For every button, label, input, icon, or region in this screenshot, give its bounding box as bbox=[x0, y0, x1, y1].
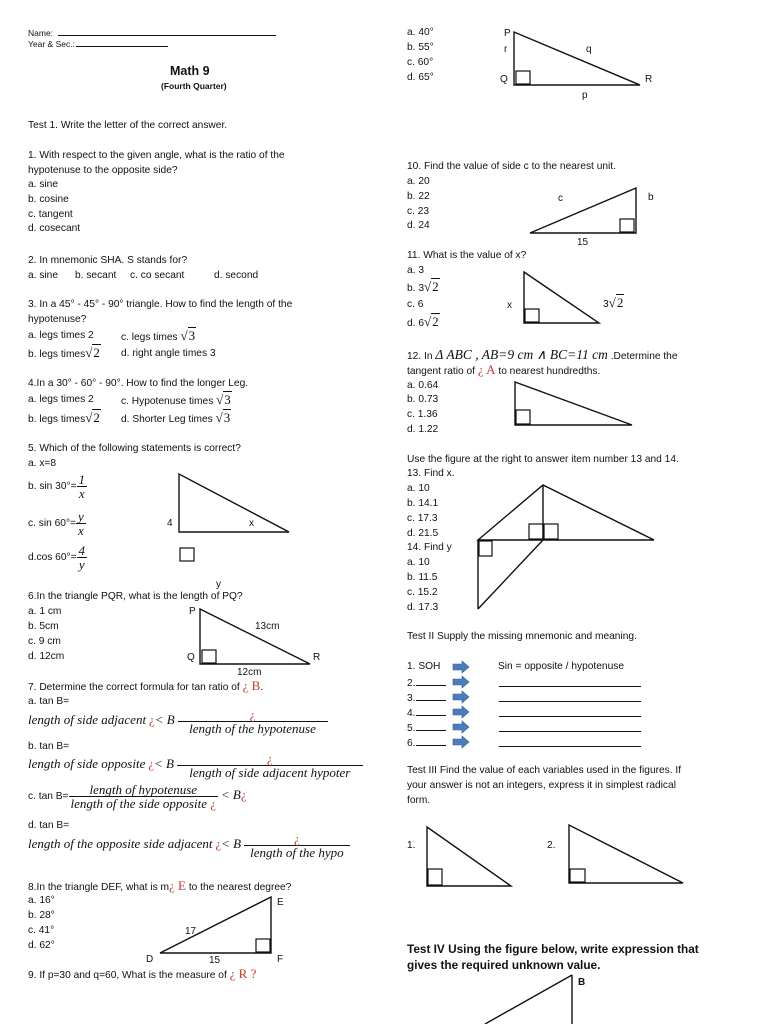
q6-label-P: P bbox=[189, 606, 196, 617]
q9-label-q: q bbox=[586, 44, 592, 55]
mnemonic-example-meaning: Sin = opposite / hypotenuse bbox=[498, 661, 625, 672]
q12-choice-c: c. 1.36 bbox=[407, 409, 438, 420]
q1-choice-b: b. cosine bbox=[28, 194, 69, 205]
mnemonic-row-label: 6. bbox=[407, 736, 446, 750]
q13-intro: Use the figure at the right to answer item number 13 and 14. bbox=[407, 454, 679, 465]
q1-choice-a: a. sine bbox=[28, 179, 59, 190]
mnemonic-row-label: 2. bbox=[407, 676, 446, 690]
q8-label-E: E bbox=[277, 897, 284, 908]
q4-stem: 4.In a 30° - 60° - 90°. How to find the longer Leg. bbox=[28, 378, 249, 389]
test1-instruction: Test 1. Write the letter of the correct answer. bbox=[28, 120, 228, 131]
q5-label-x: x bbox=[249, 518, 254, 529]
q13-choice-d: d. 21.5 bbox=[407, 528, 439, 539]
q11-stem: 11. What is the value of x? bbox=[407, 250, 527, 261]
test4-label-B: B bbox=[578, 977, 586, 988]
q13-choice-a: a. 10 bbox=[407, 483, 430, 494]
q5-choice-a: a. x=8 bbox=[28, 458, 57, 469]
q1-choice-d: d. cosecant bbox=[28, 223, 81, 234]
q8-choice-c: c. 41° bbox=[28, 925, 55, 936]
q9-label-r: r bbox=[504, 44, 508, 55]
q5-choice-c: c. sin 60°= $\frac{y}{x}$ bbox=[28, 509, 84, 538]
q5-choice-b: b. sin 30°= $\frac{1}{x}$ bbox=[28, 472, 86, 501]
test3-instruction: your answer is not an integers, express it in simplest radical bbox=[407, 780, 676, 791]
q7-stem: 7. Determine the correct formula for tan ratio of ¿ B. bbox=[28, 678, 264, 693]
test3-instruction: Test III Find the value of each variables used in the figures. If bbox=[407, 765, 682, 776]
q5-label-4: 4 bbox=[167, 518, 173, 529]
q10-choice-a: a. 20 bbox=[407, 176, 430, 187]
q7-choice-d: length of the opposite side adjacent ¿< B $\frac{¿}{\text{length of the hypo}}$ bbox=[28, 832, 350, 859]
q5-choice-d: d.cos 60°= $\frac{4}{y}$ bbox=[28, 543, 86, 572]
test2-instruction: Test II Supply the missing mnemonic and meaning. bbox=[407, 631, 637, 642]
q1-stem: 1. With respect to the given angle, what is the ratio of the bbox=[28, 150, 285, 161]
q11-label-hyp: 3√2 bbox=[603, 295, 624, 310]
q6-label-R: R bbox=[313, 652, 321, 663]
q7-choice-d-label: d. tan B= bbox=[28, 820, 70, 831]
q6-choice-c: c. 9 cm bbox=[28, 636, 61, 647]
q10-choice-d: d. 24 bbox=[407, 220, 430, 231]
q9-stem: 9. If p=30 and q=60, What is the measure of ¿ R ? bbox=[28, 966, 257, 981]
q12-choice-b: b. 0.73 bbox=[407, 394, 439, 405]
q2-choice-c: c. co secant bbox=[130, 270, 185, 281]
year-label: Year & Sec.: bbox=[28, 39, 75, 49]
q7-choice-b-label: b. tan B= bbox=[28, 741, 70, 752]
mnemonic-row-label: 4. bbox=[407, 706, 446, 720]
q7-choice-a: length of side adjacent ¿< B $\frac{¿}{\text{length of the hypotenuse}}$ bbox=[28, 708, 328, 735]
q3-choice-a: a. legs times 2 bbox=[28, 330, 94, 341]
q10-label-b: b bbox=[648, 192, 654, 203]
q5-stem: 5. Which of the following statements is correct? bbox=[28, 443, 241, 454]
q10-label-c: c bbox=[558, 193, 563, 204]
q6-choice-a: a. 1 cm bbox=[28, 606, 62, 617]
q12-choice-a: a. 0.64 bbox=[407, 380, 439, 391]
q6-label-base: 12cm bbox=[237, 667, 262, 678]
q6-label-hyp: 13cm bbox=[255, 621, 280, 632]
test4-instruction: gives the required unknown value. bbox=[407, 958, 601, 972]
q5-label-y: y bbox=[216, 579, 221, 590]
q13-choice-c: c. 17.3 bbox=[407, 513, 438, 524]
q10-stem: 10. Find the value of side c to the nearest unit. bbox=[407, 161, 616, 172]
q10-choice-c: c. 23 bbox=[407, 206, 430, 217]
q9-choice-b: b. 55° bbox=[407, 42, 434, 53]
q12-stem: 12. In Δ ABC , AB=9 cm ∧ BC=11 cm .Determine the bbox=[407, 347, 678, 362]
q9-label-P: P bbox=[504, 28, 511, 39]
q2-choice-b: b. secant bbox=[75, 270, 117, 281]
test3-item-2: 2. bbox=[547, 840, 556, 851]
test3-instruction: form. bbox=[407, 795, 431, 806]
q12-choice-d: d. 1.22 bbox=[407, 424, 439, 435]
q14-choice-a: a. 10 bbox=[407, 557, 430, 568]
q8-label-D: D bbox=[146, 954, 154, 965]
page-subtitle: (Fourth Quarter) bbox=[161, 81, 227, 91]
q13-stem: 13. Find x. bbox=[407, 468, 455, 479]
q8-choice-a: a. 16° bbox=[28, 895, 55, 906]
q14-choice-c: c. 15.2 bbox=[407, 587, 438, 598]
q8-stem: 8.In the triangle DEF, what is m¿ E to the nearest degree? bbox=[28, 878, 292, 893]
q3-stem: hypotenuse? bbox=[28, 314, 87, 325]
q9-choice-d: d. 65° bbox=[407, 72, 434, 83]
q6-label-Q: Q bbox=[187, 652, 195, 663]
q9-label-p: p bbox=[582, 90, 588, 101]
q9-choice-c: c. 60° bbox=[407, 57, 434, 68]
q12-stem: tangent ratio of ¿ A to nearest hundredths. bbox=[407, 362, 601, 377]
page-title: Math 9 bbox=[170, 64, 210, 78]
name-label: Name: bbox=[28, 28, 54, 38]
q3-choice-c: c. legs times √3 bbox=[121, 328, 196, 343]
q4-choice-d: d. Shorter Leg times √3 bbox=[121, 410, 231, 425]
q8-label-hyp: 17 bbox=[185, 926, 197, 937]
test3-item-1: 1. bbox=[407, 840, 416, 851]
q2-choice-a: a. sine bbox=[28, 270, 59, 281]
q6-choice-b: b. 5cm bbox=[28, 621, 59, 632]
q11-label-x: x bbox=[507, 300, 512, 311]
q1-stem: hypotenuse to the opposite side? bbox=[28, 165, 178, 176]
q2-stem: 2. In mnemonic SHA. S stands for? bbox=[28, 255, 188, 266]
q4-choice-b: b. legs times√2 bbox=[28, 410, 100, 425]
q14-choice-d: d. 17.3 bbox=[407, 602, 439, 613]
mnemonic-row-label: 3. bbox=[407, 691, 446, 705]
mnemonic-row-label: 5. bbox=[407, 721, 446, 735]
q6-choice-d: d. 12cm bbox=[28, 651, 65, 662]
q9-label-R: R bbox=[645, 74, 653, 85]
q11-choice-d: d. 6√2 bbox=[407, 314, 439, 329]
q4-choice-c: c. Hypotenuse times √3 bbox=[121, 392, 231, 407]
q14-choice-b: b. 11.5 bbox=[407, 572, 438, 583]
q10-label-base: 15 bbox=[577, 237, 589, 248]
q7-choice-c: c. tan B= $\frac{\text{length of hypotenuse}}{\text{length of the side opposite ¿}}$ < B¿ bbox=[28, 782, 247, 811]
q13-choice-b: b. 14.1 bbox=[407, 498, 439, 509]
q3-choice-d: d. right angle times 3 bbox=[121, 348, 216, 359]
q10-choice-b: b. 22 bbox=[407, 191, 430, 202]
q8-label-base: 15 bbox=[209, 955, 221, 966]
q11-choice-b: b. 3√2 bbox=[407, 279, 439, 294]
q8-label-F: F bbox=[277, 954, 284, 965]
q6-stem: 6.In the triangle PQR, what is the length of PQ? bbox=[28, 591, 243, 602]
q2-choice-d: d. second bbox=[214, 270, 259, 281]
q7-choice-b: length of side opposite ¿< B $\frac{¿}{\text{length of side adjacent hypoter}}$ bbox=[28, 752, 363, 779]
q9-choice-a: a. 40° bbox=[407, 27, 434, 38]
mnemonic-row-label: 1. SOH bbox=[407, 661, 441, 672]
q3-stem: 3. In a 45° - 45° - 90° triangle. How to find the length of the bbox=[28, 299, 293, 310]
q8-choice-d: d. 62° bbox=[28, 940, 55, 951]
q4-choice-a: a. legs times 2 bbox=[28, 394, 94, 405]
q9-label-Q: Q bbox=[500, 74, 508, 85]
q3-choice-b: b. legs times√2 bbox=[28, 345, 100, 360]
q7-choice-a-label: a. tan B= bbox=[28, 696, 70, 707]
q11-choice-a: a. 3 bbox=[407, 265, 424, 276]
q1-choice-c: c. tangent bbox=[28, 209, 73, 220]
q11-choice-c: c. 6 bbox=[407, 299, 424, 310]
q8-choice-b: b. 28° bbox=[28, 910, 55, 921]
q14-stem: 14. Find y bbox=[407, 542, 452, 553]
test4-instruction: Test IV Using the figure below, write expression that bbox=[407, 942, 699, 956]
